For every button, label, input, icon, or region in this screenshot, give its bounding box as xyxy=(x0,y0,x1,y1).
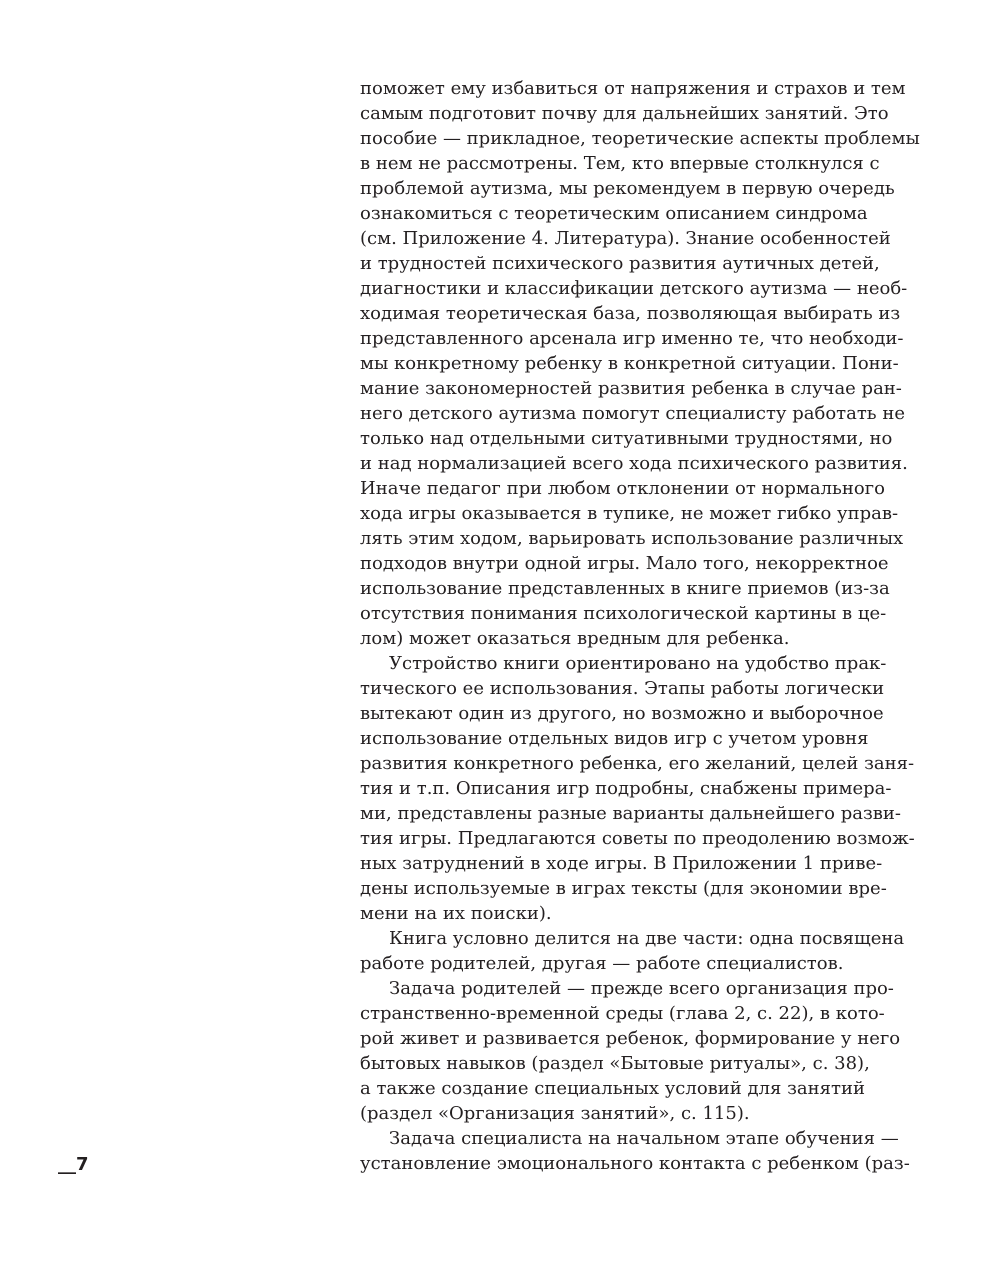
text-line: лять этим ходом, варьировать использование различных xyxy=(360,528,904,549)
text-line: работе родителей, другая — работе специалистов. xyxy=(360,953,844,974)
text-line: ознакомиться с теоретическим описанием синдрома xyxy=(360,203,868,224)
text-line: ходимая теоретическая база, позволяющая выбирать из xyxy=(360,303,901,324)
paragraph-1 xyxy=(360,76,925,651)
paragraph-4 xyxy=(360,976,925,1126)
text-line: Задача родителей — прежде всего организация про- xyxy=(389,978,894,999)
body-text xyxy=(360,76,925,1176)
text-line: бытовых навыков (раздел «Бытовые ритуалы», с. 38), xyxy=(360,1053,870,1074)
text-line: развития конкретного ребенка, его желаний, целей заня- xyxy=(360,753,915,774)
text-line: него детского аутизма помогут специалисту работать не xyxy=(360,403,905,424)
text-line: Книга условно делится на две части: одна посвящена xyxy=(389,928,905,949)
text-line: тического ее использования. Этапы работы логически xyxy=(360,678,885,699)
text-line: только над отдельными ситуативными трудностями, но xyxy=(360,428,893,449)
text-line: а также создание специальных условий для занятий xyxy=(360,1078,865,1099)
text-line: диагностики и классификации детского аутизма — необ- xyxy=(360,278,908,299)
text-line: и над нормализацией всего хода психического развития. xyxy=(360,453,908,474)
text-line: мы конкретному ребенку в конкретной ситуации. Пони- xyxy=(360,353,899,374)
text-line: самым подготовит почву для дальнейших занятий. Это xyxy=(360,103,889,124)
text-line: рой живет и развивается ребенок, формирование у него xyxy=(360,1028,901,1049)
text-line: использование отдельных видов игр с учетом уровня xyxy=(360,728,869,749)
text-line: (раздел «Организация занятий», с. 115). xyxy=(360,1103,750,1124)
text-line: вытекают один из другого, но возможно и выборочное xyxy=(360,703,884,724)
text-line: в нем не рассмотрены. Тем, кто впервые столкнулся с xyxy=(360,153,880,174)
page-number: __7 xyxy=(58,1154,89,1175)
paragraph-5 xyxy=(360,1126,925,1176)
text-line: странственно-временной среды (глава 2, с. 22), в кото- xyxy=(360,1003,885,1024)
text-line: проблемой аутизма, мы рекомендуем в первую очередь xyxy=(360,178,895,199)
text-line: отсутствия понимания психологической картины в це- xyxy=(360,603,887,624)
text-line: Задача специалиста на начальном этапе обучения — xyxy=(389,1128,899,1149)
text-line: установление эмоционального контакта с ребенком (раз- xyxy=(360,1153,910,1174)
text-line: использование представленных в книге приемов (из-за xyxy=(360,578,890,599)
text-line: мени на их поиски). xyxy=(360,903,552,924)
text-line: и трудностей психического развития аутичных детей, xyxy=(360,253,880,274)
text-line: хода игры оказывается в тупике, не может гибко управ- xyxy=(360,503,899,524)
text-line: тия и т.п. Описания игр подробны, снабжены примера- xyxy=(360,778,892,799)
text-line: поможет ему избавиться от напряжения и страхов и тем xyxy=(360,78,906,99)
text-line: Иначе педагог при любом отклонении от нормального xyxy=(360,478,885,499)
text-line: (см. Приложение 4. Литература). Знание особенностей xyxy=(360,228,891,249)
text-line: ми, представлены разные варианты дальнейшего разви- xyxy=(360,803,901,824)
text-line: тия игры. Предлагаются советы по преодолению возмож- xyxy=(360,828,915,849)
text-line: представленного арсенала игр именно те, что необходи- xyxy=(360,328,904,349)
text-line: дены используемые в играх тексты (для экономии вре- xyxy=(360,878,887,899)
text-line: ных затруднений в ходе игры. В Приложении 1 приве- xyxy=(360,853,883,874)
text-line: мание закономерностей развития ребенка в случае ран- xyxy=(360,378,902,399)
text-line: подходов внутри одной игры. Мало того, некорректное xyxy=(360,553,889,574)
paragraph-3 xyxy=(360,926,925,976)
text-line: Устройство книги ориентировано на удобство прак- xyxy=(389,653,887,674)
text-line: лом) может оказаться вредным для ребенка. xyxy=(360,628,790,649)
paragraph-2 xyxy=(360,651,925,926)
text-line: пособие — прикладное, теоретические аспекты проблемы xyxy=(360,128,920,149)
